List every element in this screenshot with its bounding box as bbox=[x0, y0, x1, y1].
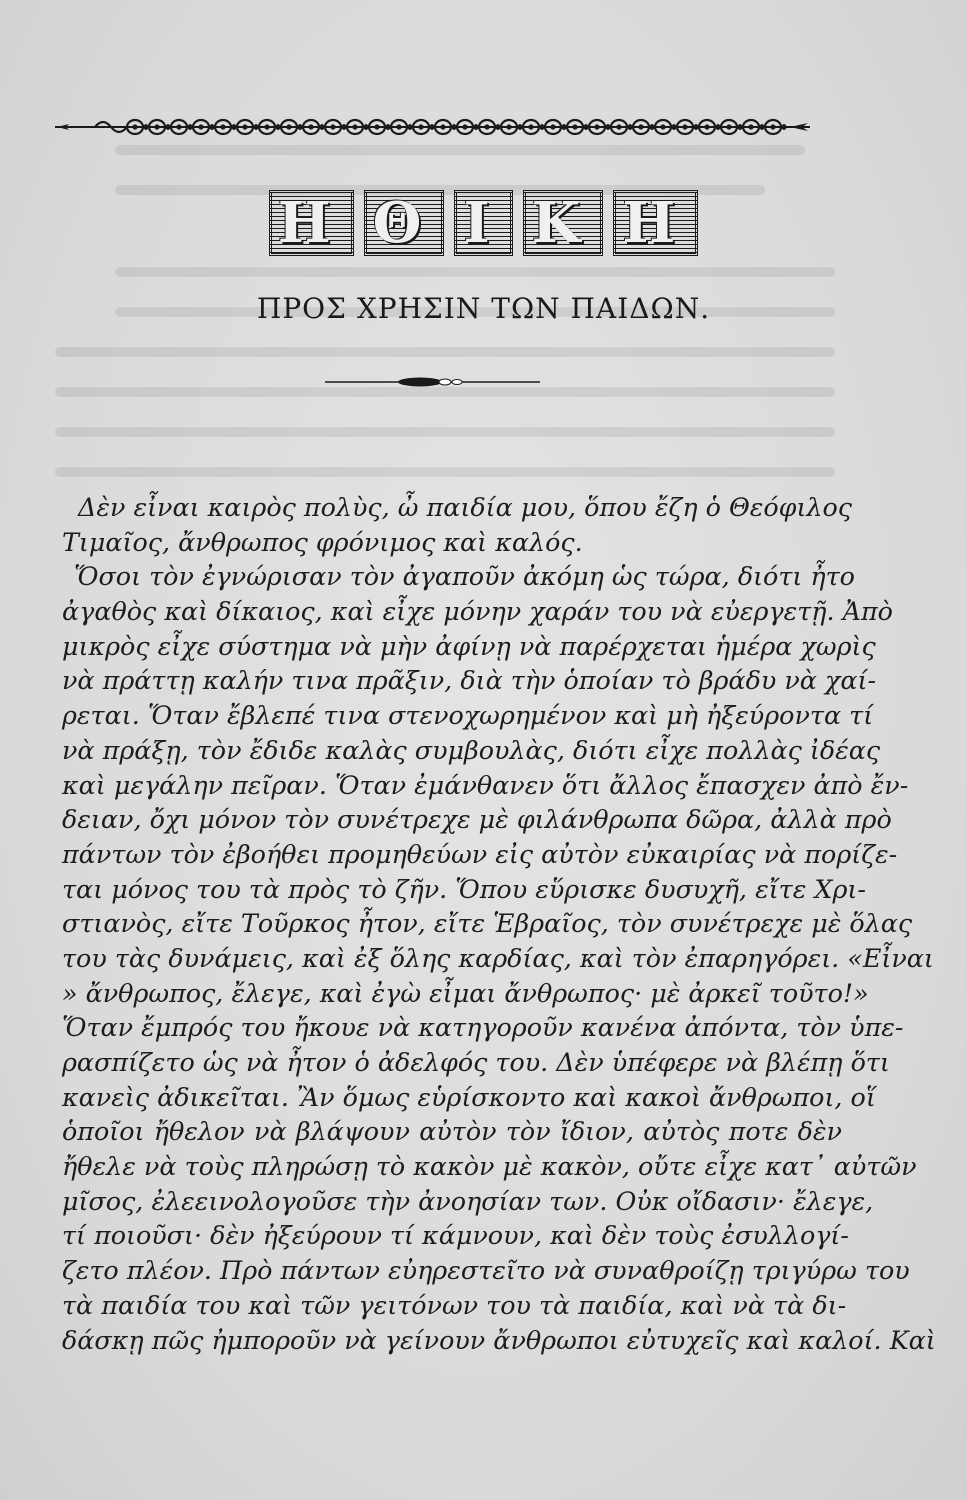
heading-letter: Η bbox=[269, 190, 354, 256]
text-line: Ὅταν ἔμπρός του ἤκουε νὰ κατηγοροῦν κανένα ἀπόντα, τὸν ὑπε- bbox=[62, 1012, 904, 1043]
text-line: του τὰς δυνάμεις, καὶ ἐξ ὅλης καρδίας, καὶ τὸν ἐπαρηγόρει. «Εἶναι bbox=[62, 942, 934, 973]
text-line: Δὲν εἶναι καιρὸς πολὺς, ὦ παιδία μου, ὅπου ἔζη ὁ Θεόφιλος bbox=[78, 492, 853, 522]
text-line: δάσκῃ πῶς ἠμποροῦν νὰ γείνουν ἄνθρωποι εὐτυχεῖς καὶ καλοί. Καὶ bbox=[62, 1324, 936, 1355]
heading-letter: Ι bbox=[454, 190, 512, 256]
heading-letter: Κ bbox=[523, 190, 604, 256]
text-line: ἤθελε νὰ τοὺς πληρώσῃ τὸ κακὸν μὲ κακὸν, οὔτε εἶχε κατ᾽ αὐτῶν bbox=[62, 1151, 917, 1182]
text-line: καὶ μεγάλην πεῖραν. Ὅταν ἐμάνθανεν ὅτι ἄλλος ἔπασχεν ἀπὸ ἔν- bbox=[62, 769, 909, 800]
text-line: στιανὸς, εἴτε Τοῦρκος ἦτον, εἴτε Ἑβραῖος, τὸν συνέτρεχε μὲ ὅλας bbox=[62, 908, 913, 939]
text-line: μῖσος, ἐλεεινολογοῦσε τὴν ἀνοησίαν των. Οὐκ οἴδασιν· ἔλεγε, bbox=[62, 1185, 874, 1216]
top-ornamental-border bbox=[55, 112, 810, 142]
text-line: » ἄνθρωπος, ἔλεγε, καὶ ἐγὼ εἶμαι ἄνθρωπος· μὲ ἀρκεῖ τοῦτο!» bbox=[62, 977, 869, 1008]
text-line: ὁποῖοι ἤθελον νὰ βλάψουν αὐτὸν τὸν ἴδιον, αὐτὸς ποτε δὲν bbox=[62, 1116, 842, 1147]
text-line: τὰ παιδία του καὶ τῶν γειτόνων του τὰ παιδία, καὶ νὰ τὰ δι- bbox=[62, 1289, 847, 1320]
text-line: ρεται. Ὅταν ἔβλεπέ τινα στενοχωρημένον καὶ μὴ ἠξεύροντα τί bbox=[62, 700, 874, 731]
text-line: τί ποιοῦσι· δὲν ἠξεύρουν τί κάμνουν, καὶ δὲν τοὺς ἐσυλλογί- bbox=[62, 1220, 849, 1251]
text-line: ἀγαθὸς καὶ δίκαιος, καὶ εἶχε μόνην χαράν του νὰ εὐεργετῇ. Ἀπὸ bbox=[62, 596, 893, 627]
text-line: δειαν, ὄχι μόνον τὸν συνέτρεχε μὲ φιλάνθρωπα δῶρα, ἀλλὰ πρὸ bbox=[62, 804, 892, 835]
page-subtitle: ΠΡΟΣ ΧΡΗΣΙΝ ΤΩΝ ΠΑΙΔΩΝ. bbox=[256, 292, 711, 325]
text-line: νὰ πράττῃ καλήν τινα πρᾶξιν, διὰ τὴν ὁποίαν τὸ βράδυ νὰ χαί- bbox=[62, 665, 877, 696]
text-line: νὰ πράξῃ, τὸν ἔδιδε καλὰς συμβουλὰς, διότι εἶχε πολλὰς ἰδέας bbox=[62, 734, 881, 765]
text-line: Ὅσοι τὸν ἐγνώρισαν τὸν ἀγαποῦν ἀκόμη ὡς τώρα, διότι ἦτο bbox=[74, 561, 855, 592]
text-line: ζετο πλέον. Πρὸ πάντων εὐηρεστεῖτο νὰ συναθροίζῃ τριγύρω του bbox=[62, 1255, 910, 1286]
text-line: ρασπίζετο ὡς νὰ ἦτον ὁ ἀδελφός του. Δὲν ὑπέφερε νὰ βλέπῃ ὅτι bbox=[62, 1047, 890, 1077]
ornamental-divider bbox=[325, 372, 540, 392]
text-line: μικρὸς εἶχε σύστημα νὰ μὴν ἀφίνῃ νὰ παρέρχεται ἡμέρα χωρὶς bbox=[62, 630, 876, 661]
text-line: ται μόνος του τὰ πρὸς τὸ ζῆν. Ὅπου εὕρισκε δυσυχῆ, εἴτε Χρι- bbox=[62, 873, 866, 904]
page-heading bbox=[0, 190, 967, 256]
heading-letter: Η bbox=[613, 190, 698, 256]
text-line: Τιμαῖος, ἄνθρωπος φρόνιμος καὶ καλός. bbox=[62, 526, 583, 557]
text-line: πάντων τὸν ἐβοήθει προμηθεύων εἰς αὐτὸν εὐκαιρίας νὰ πορίζε- bbox=[62, 838, 898, 869]
heading-letter: Θ bbox=[364, 190, 445, 256]
text-line: κανεὶς ἀδικεῖται. Ἂν ὅμως εὑρίσκοντο καὶ κακοὶ ἄνθρωποι, οἵ bbox=[62, 1081, 876, 1112]
body-text bbox=[62, 490, 936, 1357]
